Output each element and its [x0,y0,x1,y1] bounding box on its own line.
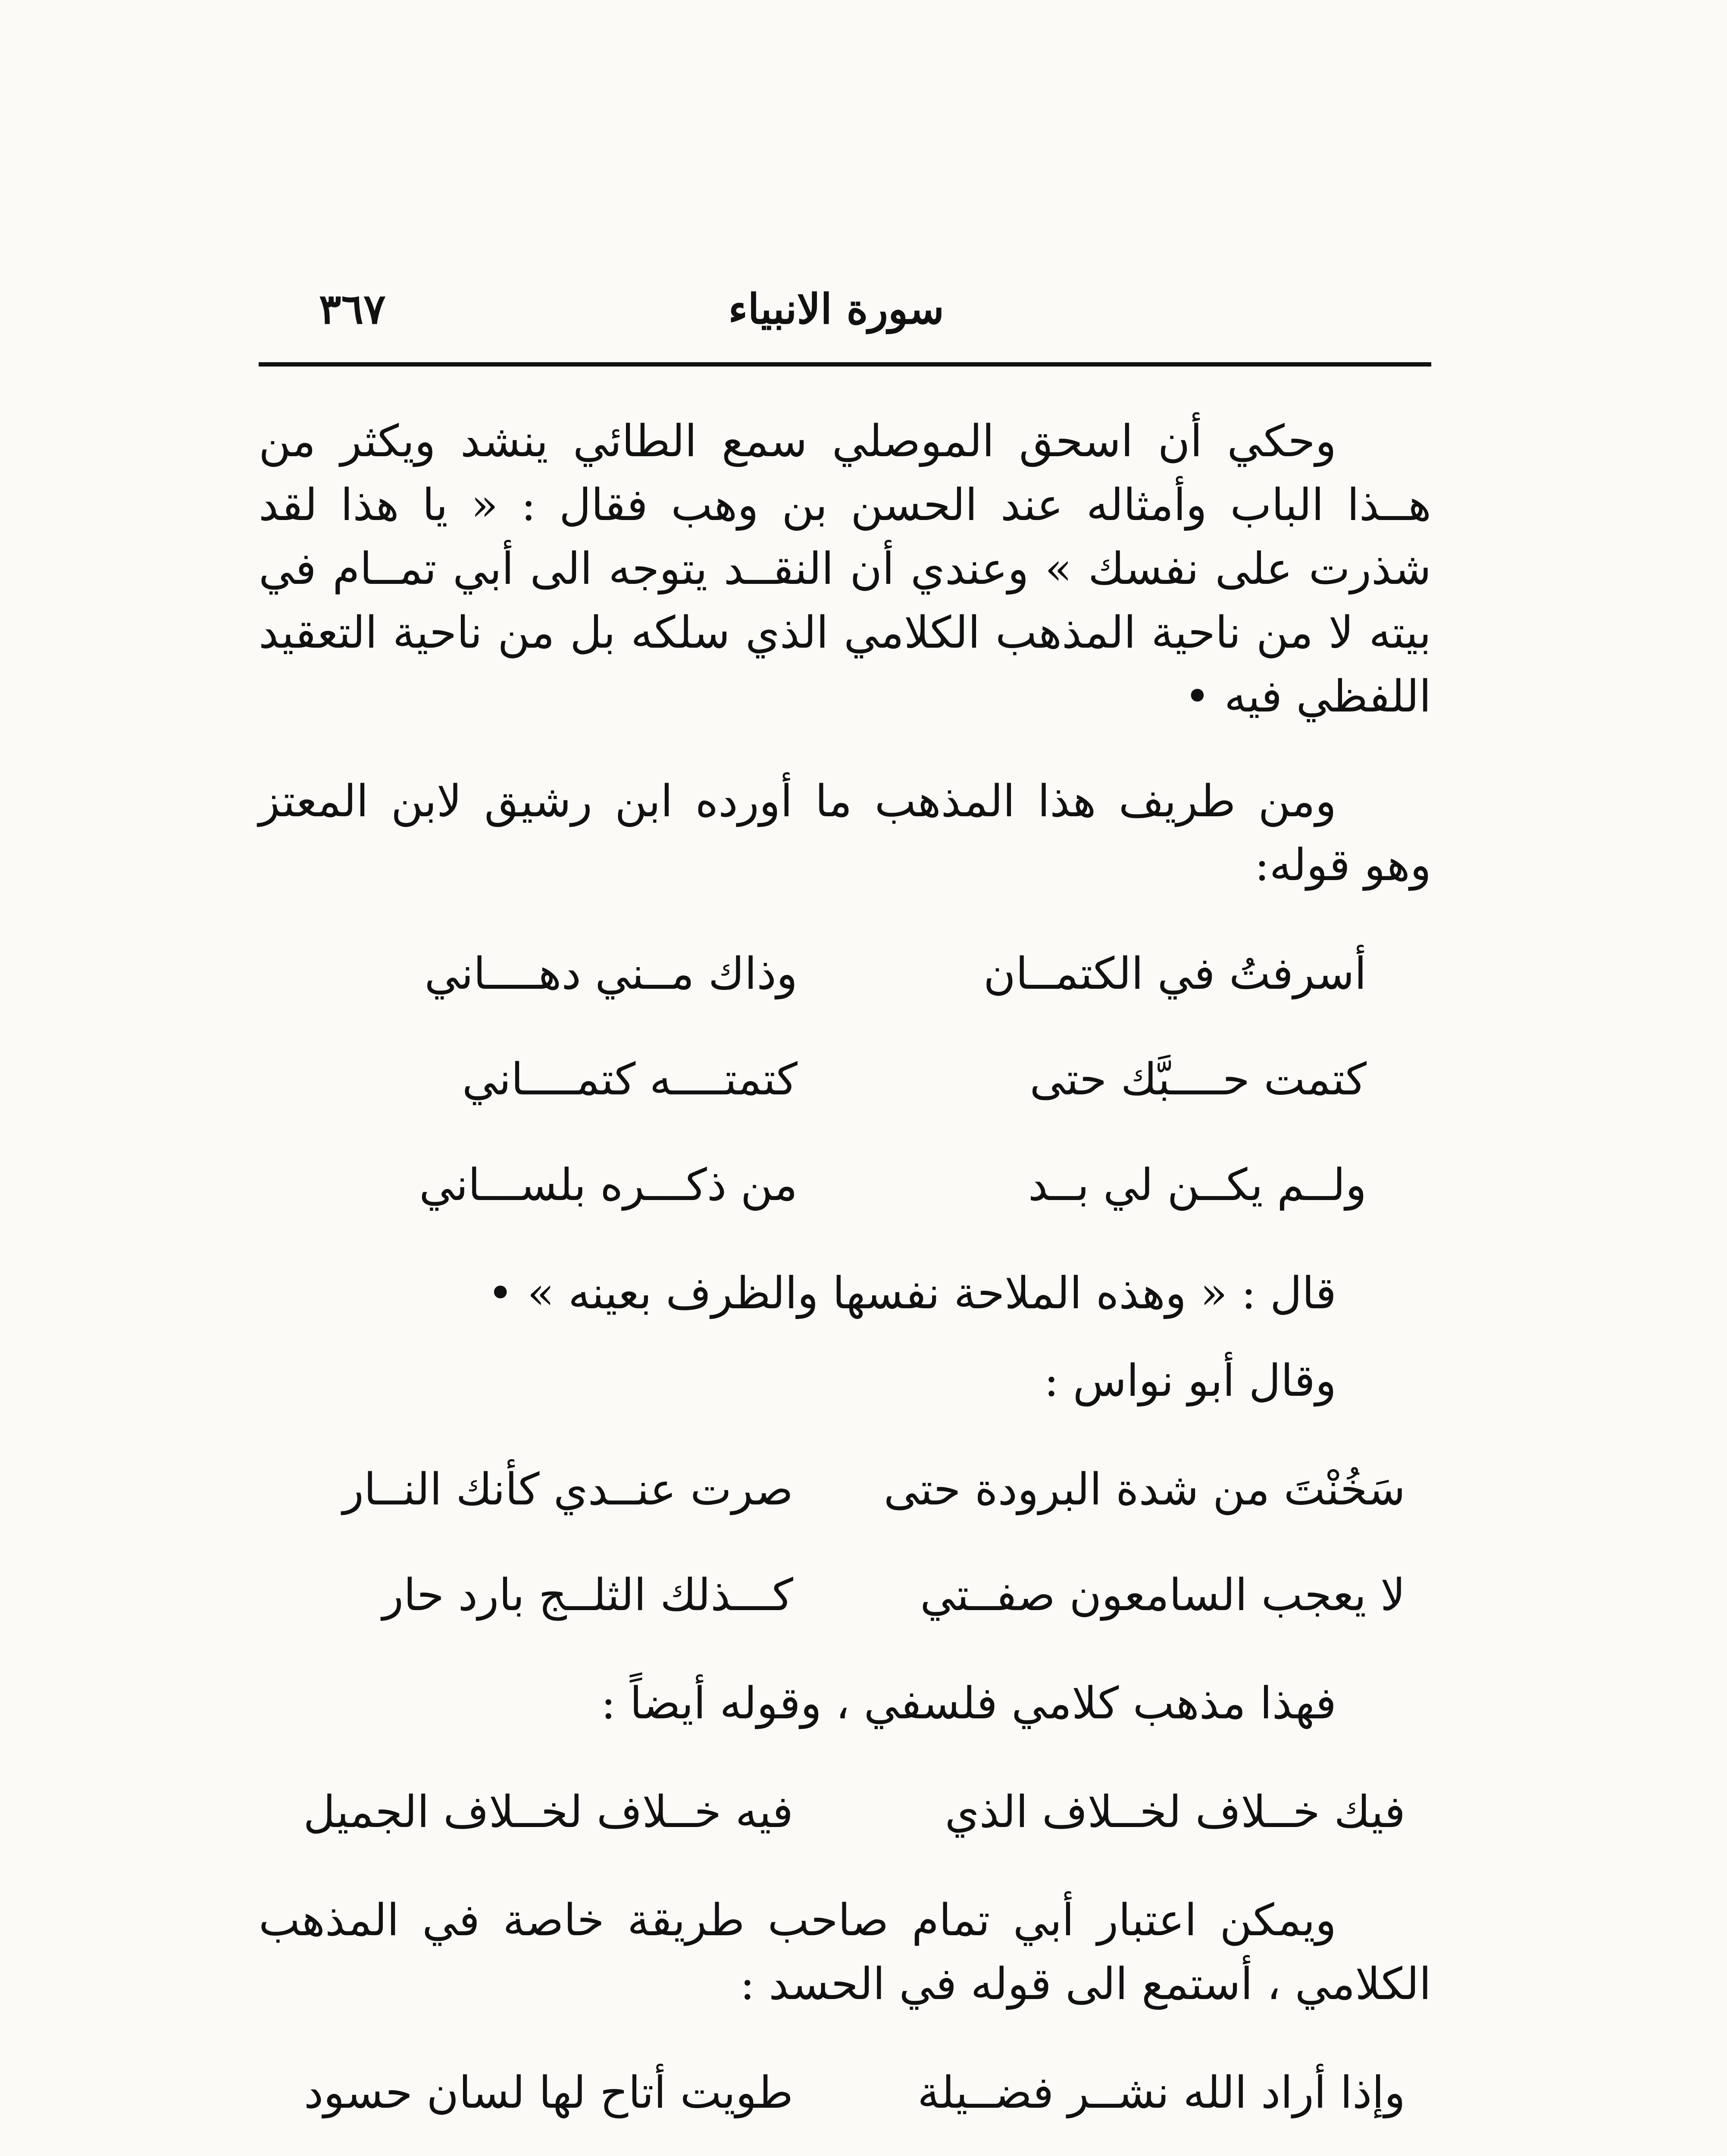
poem-abu-nuwas [285,1437,1405,1648]
verse [285,1759,1405,1865]
poem-khilaf [285,1759,1405,1865]
first-hemistich: كتمت حــــبَّك حتى [1029,1053,1367,1105]
first-hemistich: أسرفتُ في الكتمــان [983,948,1367,1000]
second-hemistich: طويت أتاح لها لسان حسود [303,2067,793,2118]
second-hemistich: كتمتــــه كتمــــاني [462,1053,798,1105]
verse [323,921,1367,1027]
verse [285,2146,1405,2156]
first-hemistich: وإذا أراد الله نشــر فضــيلة [917,2067,1405,2118]
second-hemistich: من ذكـــره بلســـاني [419,1159,798,1211]
verse [323,1027,1367,1132]
poem-ibn-al-mutazz [323,921,1367,1238]
second-hemistich: صرت عنــدي كأنك النــار [342,1463,793,1515]
paragraph-ishaq-anecdote: وحكي أن اسحق الموصلي سمع الطائي ينشد ويكثر من هــذا الباب وأمثاله عند الحسن بن وهب فقال : « يا هذا لقد شذرت على نفسك » وعندي أن النقــد يتوجه الى أبي تمــام في بيته لا من ناحية المذهب الكلامي الذي سلكه بل من ناحية التعقيد اللفظي فيه • [259,416,1431,722]
paragraph-ibn-rashiq-intro: ومن طريف هذا المذهب ما أورده ابن رشيق لابن المعتز وهو قوله: [259,776,1431,891]
first-hemistich: فيك خــلاف لخــلاف الذي [945,1786,1405,1838]
verse [285,1542,1405,1648]
paragraph-abu-tammam-envy: ويمكن اعتبار أبي تمام صاحب طريقة خاصة في المذهب الكلامي ، أستمع الى قوله في الحسد : [259,1895,1431,2010]
verse [285,1437,1405,1542]
header-rule [259,362,1431,367]
second-hemistich: كـــذلك الثلــج بارد حار [382,1569,793,1621]
chapter-title: سورة الانبياء [728,285,944,333]
paragraph-philosophical-school: فهذا مذهب كلامي فلسفي ، وقوله أيضاً : [601,1678,1336,1729]
page-body [259,410,1431,2156]
second-hemistich: فيه خــلاف لخــلاف الجميل [303,1786,793,1838]
page-number: ٣٦٧ [319,285,386,333]
running-header [259,276,1431,341]
poem-abu-tammam-envy [285,2040,1405,2156]
first-hemistich: سَخُنْتَ من شدة البرودة حتى [883,1463,1405,1515]
paragraph-abu-nuwas-intro: وقال أبو نواس : [1044,1355,1336,1407]
verse [323,1132,1367,1238]
first-hemistich: ولــم يكــن لي بــد [1028,1159,1367,1211]
first-hemistich: لا يعجب السامعون صفــتي [920,1569,1405,1621]
paragraph-quote-malaha: قال : « وهذه الملاحة نفسها والظرف بعينه » • [487,1268,1336,1319]
second-hemistich: وذاك مــني دهــــاني [424,948,798,1000]
verse [285,2040,1405,2146]
